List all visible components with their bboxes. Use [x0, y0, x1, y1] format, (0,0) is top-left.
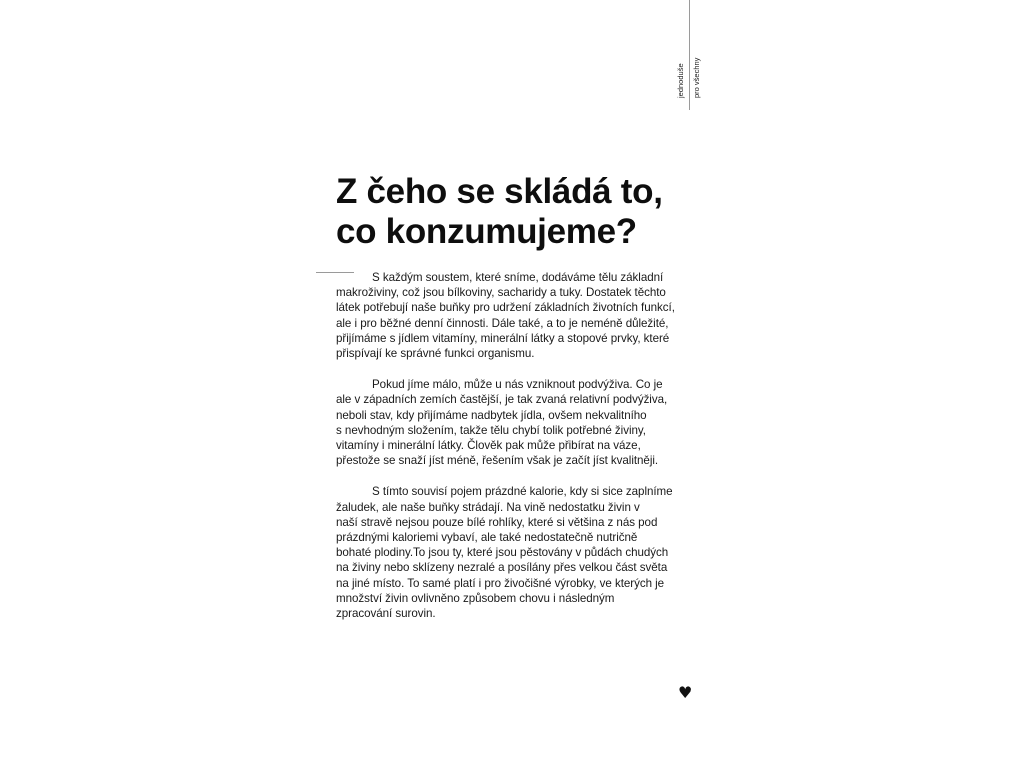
page-title-line-1: Z čeho se skládá to, [336, 172, 663, 211]
paragraph [336, 377, 696, 468]
paragraph [336, 484, 696, 621]
paragraph-line: S každým soustem, které sníme, dodáváme tělu základní [372, 271, 664, 284]
paragraph-line: vitamíny i minerální látky. Člověk pak může přibírat na váze, [336, 439, 641, 453]
paragraph-line: naší stravě nejsou pouze bílé rohlíky, které si většina z nás pod [336, 515, 658, 529]
paragraph-line: žaludek, ale naše buňky strádají. Na vině nedostatku živin v [336, 500, 640, 514]
heart-icon: ♥ [678, 683, 693, 702]
paragraph-line: zpracování surovin. [336, 607, 436, 621]
paragraph-line: ale i pro běžné denní činnosti. Dále také, a to je neméně důležité, [336, 316, 669, 330]
paragraph-line: množství živin ovlivněno způsobem chovu i následným [336, 591, 615, 605]
paragraph-line: přijímáme s jídlem vitamíny, minerální látky a stopové prvky, které [336, 331, 670, 345]
page-title-line-2: co konzumujeme? [336, 212, 637, 251]
paragraph-line: na živiny nebo sklízeny nezralé a posílány přes velkou část světa [336, 561, 668, 575]
paragraph-line: S tímto souvisí pojem prázdné kalorie, kdy si sice zaplníme [372, 485, 673, 499]
paragraph-line: s nevhodným složením, takže tělu chybí tolik potřebné živiny, [336, 423, 646, 437]
paragraph-line: látek potřebují naše buňky pro udržení základních životních funkcí, [336, 301, 675, 315]
paragraph-line: na jiné místo. To samé platí i pro živočišné výrobky, ve kterých je [336, 576, 665, 590]
paragraph-line: makroživiny, což jsou bílkoviny, sacharidy a tuky. Dostatek těchto [336, 286, 666, 300]
paragraph-line: neboli stav, kdy přijímáme nadbytek jídla, ovšem nekvalitního [336, 408, 647, 422]
side-label-line-1: jednoduše [676, 63, 685, 98]
paragraph-line: Pokud jíme málo, může u nás vzniknout podvýživa. Co je [372, 378, 663, 392]
page-title [336, 172, 716, 252]
paragraph-line: přestože se snaží jíst méně, řešením však je začít jíst kvalitněji. [336, 454, 659, 468]
paragraph-line: prázdnými kaloriemi vybaví, ale také nedostatečně nutričně [336, 531, 638, 545]
article-body [336, 270, 696, 637]
side-label [677, 50, 711, 98]
paragraph [336, 270, 696, 361]
side-label-line-2: pro všechny [692, 57, 701, 98]
paragraph-line: přispívají ke správné funkci organismu. [336, 347, 535, 361]
paragraph-line: bohaté plodiny.To jsou ty, které jsou pěstovány v půdách chudých [336, 546, 669, 560]
paragraph-line: ale v západních zemích častější, je tak zvaná relativní podvýživa, [336, 393, 668, 407]
